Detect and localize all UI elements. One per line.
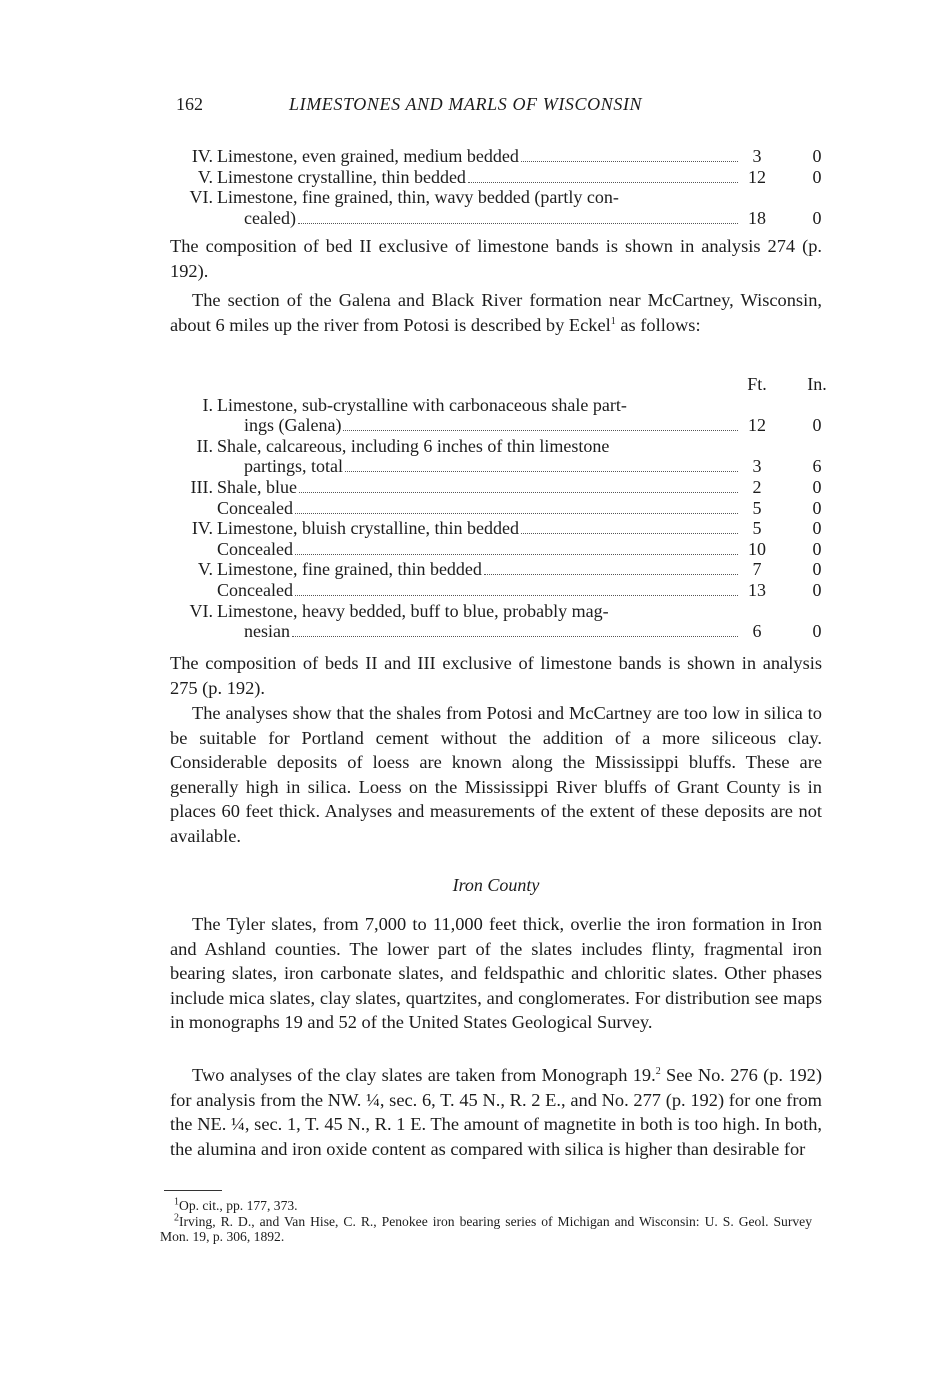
- bed-description: Limestone crystalline, thin bedded: [217, 166, 466, 187]
- bed-number: II.: [196, 435, 213, 456]
- footnote-mark: 2: [174, 1212, 179, 1224]
- paragraph: The composition of bed II exclusive of limestone bands is shown in analysis 274 (p. 192).: [170, 236, 822, 281]
- column-header-feet: Ft.: [747, 374, 767, 394]
- column-header-row: [170, 374, 830, 395]
- paragraph: The composition of beds II and III exclusive of limestone bands is shown in analysis 275 (p. 192).: [170, 653, 822, 698]
- thickness-feet: 12: [748, 415, 766, 436]
- thickness-feet: 18: [748, 207, 766, 228]
- section-row: [170, 187, 830, 208]
- running-head-title: LIMESTONES AND MARLS OF WISCONSIN: [289, 94, 643, 114]
- bed-number: IV.: [191, 146, 213, 166]
- section-row: [170, 436, 830, 457]
- bed-number: I.: [202, 394, 213, 415]
- thickness-inches: 0: [812, 476, 822, 497]
- bed-description: nesian: [244, 621, 290, 642]
- thickness-feet: 12: [748, 166, 766, 187]
- thickness-inches: 0: [812, 538, 822, 559]
- page-number: 162: [176, 94, 203, 114]
- bed-description: Limestone, sub-crystalline with carbonaceous shale part-: [217, 394, 627, 415]
- thickness-inches: 0: [812, 621, 822, 642]
- bed-number: III.: [190, 476, 213, 497]
- paragraph: The section of the Galena and Black River formation near McCartney, Wisconsin, about 6 miles up the river from Potosi is described by Eckel$^1$ as follows:: [170, 290, 822, 335]
- section-row: [170, 539, 830, 560]
- section-row: [170, 167, 830, 188]
- section-row: [170, 518, 830, 539]
- section-row: [170, 415, 830, 436]
- bed-description: cealed): [244, 207, 296, 228]
- section-row: [170, 621, 830, 642]
- section-row: [170, 580, 830, 601]
- bed-description: Limestone, even grained, medium bedded: [217, 146, 519, 166]
- bed-description: Shale, blue: [217, 476, 297, 497]
- footnote-mark: 1: [174, 1196, 179, 1208]
- bed-description: Limestone, fine grained, thin bedded: [217, 559, 482, 580]
- thickness-inches: 0: [812, 207, 822, 228]
- bed-description: Limestone, heavy bedded, buff to blue, probably mag-: [217, 600, 609, 621]
- section-row: [170, 559, 830, 580]
- paragraph: Two analyses of the clay slates are taken from Monograph 19.$^2$ See No. 276 (p. 192) for analysis from the NW. ¼, sec. 6, T. 45 N., R. 2 E., and No. 277 (p. 192) for one from the NE. ¼, sec. 1, T. 45 N., R. 1 E. The amount of magnetite in both is too high. In both, the alumina and iron oxide content as compared with silica is higher than desirable for: [170, 1065, 822, 1159]
- footnote: $^2$Irving, R. D., and Van Hise, C. R., Penokee iron bearing series of Michigan and Wisconsin: U. S. Geol. Survey Mon. 19, p. 306, 1892.: [160, 1212, 812, 1244]
- thickness-inches: 0: [812, 166, 822, 187]
- thickness-feet: 3: [752, 456, 762, 477]
- bed-description: Concealed: [217, 538, 293, 559]
- bed-number: V.: [197, 559, 213, 580]
- bed-number: VI.: [189, 187, 213, 208]
- section-row: [170, 498, 830, 519]
- stratigraphic-section-continued: [170, 146, 830, 228]
- thickness-feet: 6: [752, 621, 762, 642]
- section-row: [170, 477, 830, 498]
- thickness-feet: 5: [752, 518, 762, 539]
- bed-description: Limestone, bluish crystalline, thin bedded: [217, 518, 519, 539]
- bed-description: ings (Galena): [244, 415, 342, 436]
- bed-number: V.: [197, 166, 213, 187]
- paragraph: The analyses show that the shales from Potosi and McCartney are too low in silica to be suitable for Portland cement without the addition of a more siliceous clay. Considerable deposits of loess are known along the Mississippi bluffs. These are generally high in silica. Loess on the Mississippi River bluffs of Grant County is in places 60 feet thick. Analyses and measurements of the extent of these deposits are not available.: [170, 703, 822, 846]
- paragraph: The Tyler slates, from 7,000 to 11,000 feet thick, overlie the iron formation in Iron and Ashland counties. The lower part of the slates includes flinty, fragmental iron bearing slates, iron carbonate slates, and feldspathic and chloritic slates. Other phases include mica slates, clay slates, quartzites, and conglomerates. For distribution see maps in monographs 19 and 52 of the United States Geological Survey.: [170, 914, 822, 1033]
- thickness-feet: 2: [752, 476, 762, 497]
- stratigraphic-section-mccartney: [170, 374, 830, 642]
- thickness-inches: 0: [812, 146, 822, 166]
- bed-number: VI.: [189, 600, 213, 621]
- thickness-feet: 10: [748, 538, 766, 559]
- bed-number: IV.: [191, 518, 213, 539]
- thickness-feet: 5: [752, 497, 762, 518]
- thickness-inches: 0: [812, 559, 822, 580]
- footnote-ref: 2: [655, 1065, 661, 1077]
- thickness-inches: 0: [812, 518, 822, 539]
- thickness-feet: 7: [752, 559, 762, 580]
- section-row: [170, 395, 830, 416]
- section-row: [170, 601, 830, 622]
- running-head: [176, 94, 826, 120]
- column-header-inches: In.: [807, 374, 827, 394]
- footnote-ref: 1: [610, 315, 616, 327]
- footnote: $^1$Op. cit., pp. 177, 373.: [174, 1196, 298, 1213]
- thickness-inches: 0: [812, 497, 822, 518]
- thickness-feet: 13: [748, 579, 766, 600]
- thickness-inches: 6: [812, 456, 822, 477]
- footnote-divider: [164, 1190, 222, 1191]
- thickness-inches: 0: [812, 579, 822, 600]
- section-row: [170, 456, 830, 477]
- section-row: [170, 146, 830, 167]
- bed-description: partings, total: [244, 456, 343, 477]
- thickness-feet: 3: [752, 146, 762, 166]
- thickness-inches: 0: [812, 415, 822, 436]
- section-heading: Iron County: [452, 875, 540, 895]
- bed-description: Shale, calcareous, including 6 inches of thin limestone: [217, 435, 610, 456]
- bed-description: Concealed: [217, 497, 293, 518]
- section-row: [170, 208, 830, 229]
- bed-description: Limestone, fine grained, thin, wavy bedded (partly con-: [217, 187, 619, 208]
- bed-description: Concealed: [217, 579, 293, 600]
